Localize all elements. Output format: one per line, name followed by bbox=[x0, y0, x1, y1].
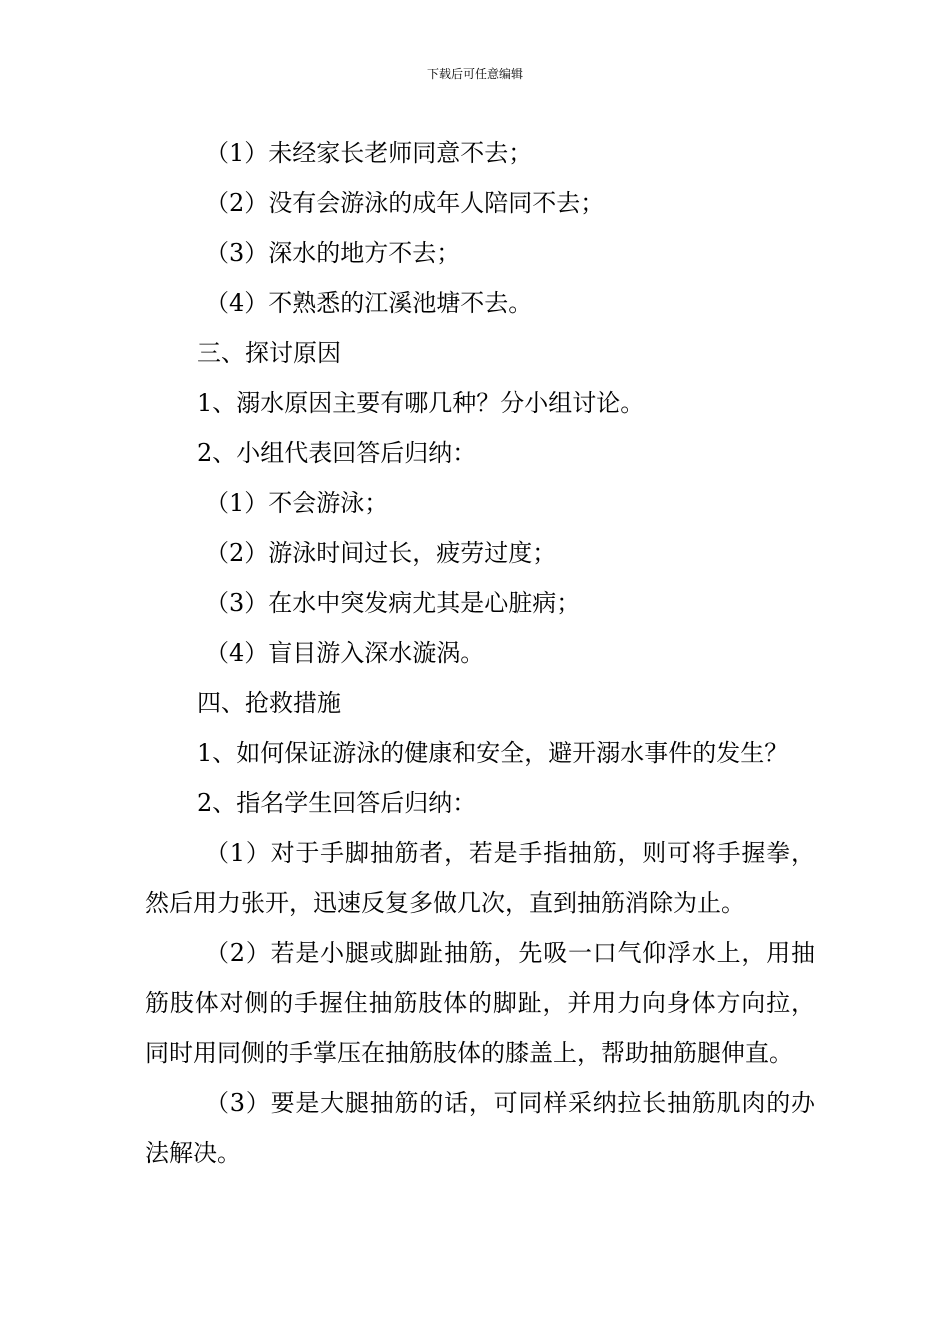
page-header: 下载后可任意编辑 bbox=[426, 67, 523, 81]
question-item: 2、小组代表回答后归纳： bbox=[197, 439, 477, 467]
rule-item: （2）没有会游泳的成年人陪同不去； bbox=[205, 189, 605, 217]
section-heading: 三、探讨原因 bbox=[197, 339, 341, 367]
cause-item: （4）盲目游入深水漩涡。 bbox=[205, 639, 485, 667]
rule-item: （3）深水的地方不去； bbox=[205, 239, 461, 267]
cause-item: （3）在水中突发病尤其是心脏病； bbox=[205, 589, 581, 617]
rescue-paragraph: （3）要是大腿抽筋的话，可同样采纳拉长抽筋肌肉的办法解决。 bbox=[145, 1089, 815, 1167]
rule-item: （1）未经家长老师同意不去； bbox=[205, 139, 533, 167]
question-item: 1、溺水原因主要有哪几种？分小组讨论。 bbox=[197, 389, 645, 417]
rescue-paragraph: （2）若是小腿或脚趾抽筋，先吸一口气仰浮水上，用抽筋肢体对侧的手握住抽筋肢体的脚趾，并用力向身体方向拉，同时用同侧的手掌压在抽筋肢体的膝盖上，帮助抽筋腿伸直。 bbox=[145, 939, 815, 1067]
section-heading: 四、抢救措施 bbox=[197, 689, 341, 717]
cause-item: （1）不会游泳； bbox=[205, 489, 389, 517]
question-item: 2、指名学生回答后归纳： bbox=[197, 789, 477, 817]
rule-item: （4）不熟悉的江溪池塘不去。 bbox=[205, 289, 533, 317]
question-item: 1、如何保证游泳的健康和安全，避开溺水事件的发生？ bbox=[197, 739, 789, 767]
rescue-paragraph: （1）对于手脚抽筋者，若是手指抽筋，则可将手握拳，然后用力张开，迅速反复多做几次，直到抽筋消除为止。 bbox=[145, 839, 815, 917]
document-body bbox=[145, 128, 815, 1178]
cause-item: （2）游泳时间过长，疲劳过度； bbox=[205, 539, 557, 567]
